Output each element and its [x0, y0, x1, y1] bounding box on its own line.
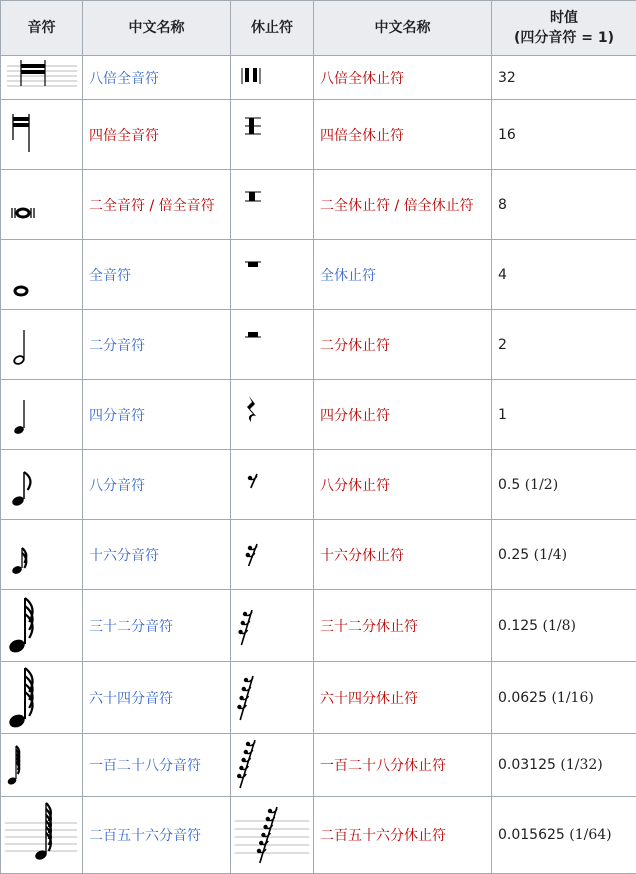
thirty-second-note-icon	[1, 590, 82, 661]
sixteenth-rest-icon	[231, 520, 313, 589]
rest-symbol-cell	[231, 56, 314, 100]
rest-symbol-cell	[231, 170, 314, 240]
duration-cell	[492, 56, 636, 100]
eighth-note-icon	[1, 450, 82, 519]
duration-value: 8	[498, 197, 507, 213]
header-duration-line1: 时值	[550, 10, 578, 26]
note-name-link[interactable]: 六十四分音符	[89, 691, 173, 707]
rest-name-link[interactable]: 四倍全休止符	[320, 128, 404, 144]
rest-name-link[interactable]: 二百五十六分休止符	[320, 828, 446, 844]
thirty-second-rest-icon	[231, 590, 313, 661]
duration-cell	[492, 240, 636, 310]
duration-cell	[492, 590, 636, 662]
table-row	[1, 56, 636, 100]
note-name-cell	[83, 520, 231, 590]
octuple-whole-note-icon	[1, 56, 82, 99]
two-hundred-fifty-sixth-note-icon	[1, 797, 82, 873]
note-name-link[interactable]: 三十二分音符	[89, 619, 173, 635]
rest-name-cell	[314, 797, 492, 874]
sixty-fourth-rest-icon	[231, 662, 313, 733]
table-row	[1, 590, 636, 662]
rest-symbol-cell	[231, 240, 314, 310]
duration-value: 2	[498, 337, 507, 353]
duration-fraction: (1/16)	[551, 690, 593, 706]
note-symbol-cell	[1, 100, 83, 170]
note-name-link[interactable]: 二分音符	[89, 338, 145, 354]
rest-name-cell	[314, 450, 492, 520]
rest-name-cell	[314, 590, 492, 662]
table-row	[1, 520, 636, 590]
rest-name-cell	[314, 56, 492, 100]
rest-name-link[interactable]: 八分休止符	[320, 478, 390, 494]
duration-cell	[492, 734, 636, 797]
rest-name-cell	[314, 310, 492, 380]
duration-value: 16	[498, 127, 516, 143]
whole-note-icon	[1, 240, 82, 309]
duration-cell	[492, 450, 636, 520]
table-row	[1, 170, 636, 240]
note-name-cell	[83, 797, 231, 874]
duration-value: 4	[498, 267, 507, 283]
hundred-twenty-eighth-rest-icon	[231, 734, 313, 796]
rest-symbol-cell	[231, 380, 314, 450]
duration-value: 32	[498, 70, 516, 86]
rest-symbol-cell	[231, 310, 314, 380]
duration-cell	[492, 797, 636, 874]
note-name-link[interactable]: 二百五十六分音符	[89, 828, 201, 844]
double-whole-note-icon	[1, 170, 82, 239]
header-rest-name: 中文名称	[314, 1, 492, 56]
header-row	[1, 1, 636, 56]
note-name-link[interactable]: 八分音符	[89, 478, 145, 494]
rest-symbol-cell	[231, 100, 314, 170]
quadruple-whole-note-icon	[1, 100, 82, 169]
rest-symbol-cell	[231, 450, 314, 520]
note-name-cell	[83, 310, 231, 380]
note-symbol-cell	[1, 734, 83, 797]
quarter-note-icon	[1, 380, 82, 449]
note-symbol-cell	[1, 170, 83, 240]
note-name-link[interactable]: 二全音符 / 倍全音符	[89, 198, 215, 214]
duration-value: 0.03125	[498, 757, 556, 773]
duration-cell	[492, 310, 636, 380]
rest-name-link[interactable]: 一百二十八分休止符	[320, 758, 446, 774]
duration-cell	[492, 170, 636, 240]
note-symbol-cell	[1, 240, 83, 310]
header-rest-symbol: 休止符	[231, 1, 314, 56]
rest-symbol-cell	[231, 520, 314, 590]
table-row	[1, 310, 636, 380]
duration-value: 0.0625	[498, 690, 547, 706]
note-symbol-cell	[1, 797, 83, 874]
rest-name-cell	[314, 240, 492, 310]
rest-symbol-cell	[231, 797, 314, 874]
rest-name-cell	[314, 520, 492, 590]
note-name-link[interactable]: 四分音符	[89, 408, 145, 424]
duration-value: 0.5	[498, 477, 520, 493]
note-symbol-cell	[1, 590, 83, 662]
duration-value: 0.015625	[498, 827, 565, 843]
duration-fraction: (1/32)	[560, 757, 602, 773]
table-row	[1, 380, 636, 450]
note-name-cell	[83, 734, 231, 797]
duration-fraction: (1/8)	[543, 618, 576, 634]
duration-fraction: (1/2)	[525, 477, 558, 493]
hundred-twenty-eighth-note-icon	[1, 734, 82, 796]
rest-name-cell	[314, 100, 492, 170]
quarter-rest-icon	[231, 380, 313, 449]
note-symbol-cell	[1, 310, 83, 380]
double-whole-rest-icon	[231, 170, 313, 239]
note-name-cell	[83, 662, 231, 734]
duration-cell	[492, 100, 636, 170]
rest-name-link[interactable]: 二分休止符	[320, 338, 390, 354]
duration-value: 1	[498, 407, 507, 423]
note-symbol-cell	[1, 520, 83, 590]
note-name-link[interactable]: 全音符	[89, 268, 131, 284]
note-name-cell	[83, 56, 231, 100]
rest-name-cell	[314, 170, 492, 240]
rest-name-cell	[314, 734, 492, 797]
eighth-rest-icon	[231, 450, 313, 519]
table-row	[1, 450, 636, 520]
duration-fraction: (1/4)	[534, 547, 567, 563]
sixteenth-note-icon	[1, 520, 82, 589]
rest-name-link[interactable]: 全休止符	[320, 268, 376, 284]
table-row	[1, 734, 636, 797]
header-note-symbol: 音符	[1, 1, 83, 56]
note-name-link[interactable]: 一百二十八分音符	[89, 758, 201, 774]
table-row	[1, 100, 636, 170]
header-duration	[492, 1, 636, 56]
whole-rest-icon	[231, 240, 313, 309]
half-note-icon	[1, 310, 82, 379]
note-symbol-cell	[1, 380, 83, 450]
rest-name-link[interactable]: 六十四分休止符	[320, 691, 418, 707]
rest-symbol-cell	[231, 590, 314, 662]
sixty-fourth-note-icon	[1, 662, 82, 733]
duration-value: 0.25	[498, 547, 529, 563]
header-note-name: 中文名称	[83, 1, 231, 56]
note-name-cell	[83, 590, 231, 662]
note-name-link[interactable]: 四倍全音符	[89, 128, 159, 144]
note-name-cell	[83, 380, 231, 450]
duration-value: 0.125	[498, 618, 538, 634]
table-row	[1, 797, 636, 874]
note-name-cell	[83, 240, 231, 310]
rest-name-link[interactable]: 四分休止符	[320, 408, 390, 424]
table-row	[1, 662, 636, 734]
rest-symbol-cell	[231, 662, 314, 734]
rest-name-link[interactable]: 十六分休止符	[320, 548, 404, 564]
note-name-cell	[83, 450, 231, 520]
rest-name-link[interactable]: 八倍全休止符	[320, 71, 404, 87]
octuple-whole-rest-icon	[231, 56, 313, 99]
rest-name-cell	[314, 380, 492, 450]
note-symbol-cell	[1, 662, 83, 734]
note-name-link[interactable]: 八倍全音符	[89, 71, 159, 87]
duration-cell	[492, 380, 636, 450]
rest-name-link[interactable]: 三十二分休止符	[320, 619, 418, 635]
duration-cell	[492, 662, 636, 734]
note-name-link[interactable]: 十六分音符	[89, 548, 159, 564]
rest-name-link[interactable]: 二全休止符 / 倍全休止符	[320, 198, 474, 214]
header-duration-line2: (四分音符 = 1)	[514, 30, 614, 46]
note-symbol-cell	[1, 56, 83, 100]
duration-fraction: (1/64)	[569, 827, 611, 843]
table-row	[1, 240, 636, 310]
note-name-cell	[83, 100, 231, 170]
duration-cell	[492, 520, 636, 590]
rest-symbol-cell	[231, 734, 314, 797]
rest-name-cell	[314, 662, 492, 734]
note-symbol-cell	[1, 450, 83, 520]
quadruple-whole-rest-icon	[231, 100, 313, 169]
half-rest-icon	[231, 310, 313, 379]
two-hundred-fifty-sixth-rest-icon	[231, 797, 313, 873]
note-name-cell	[83, 170, 231, 240]
